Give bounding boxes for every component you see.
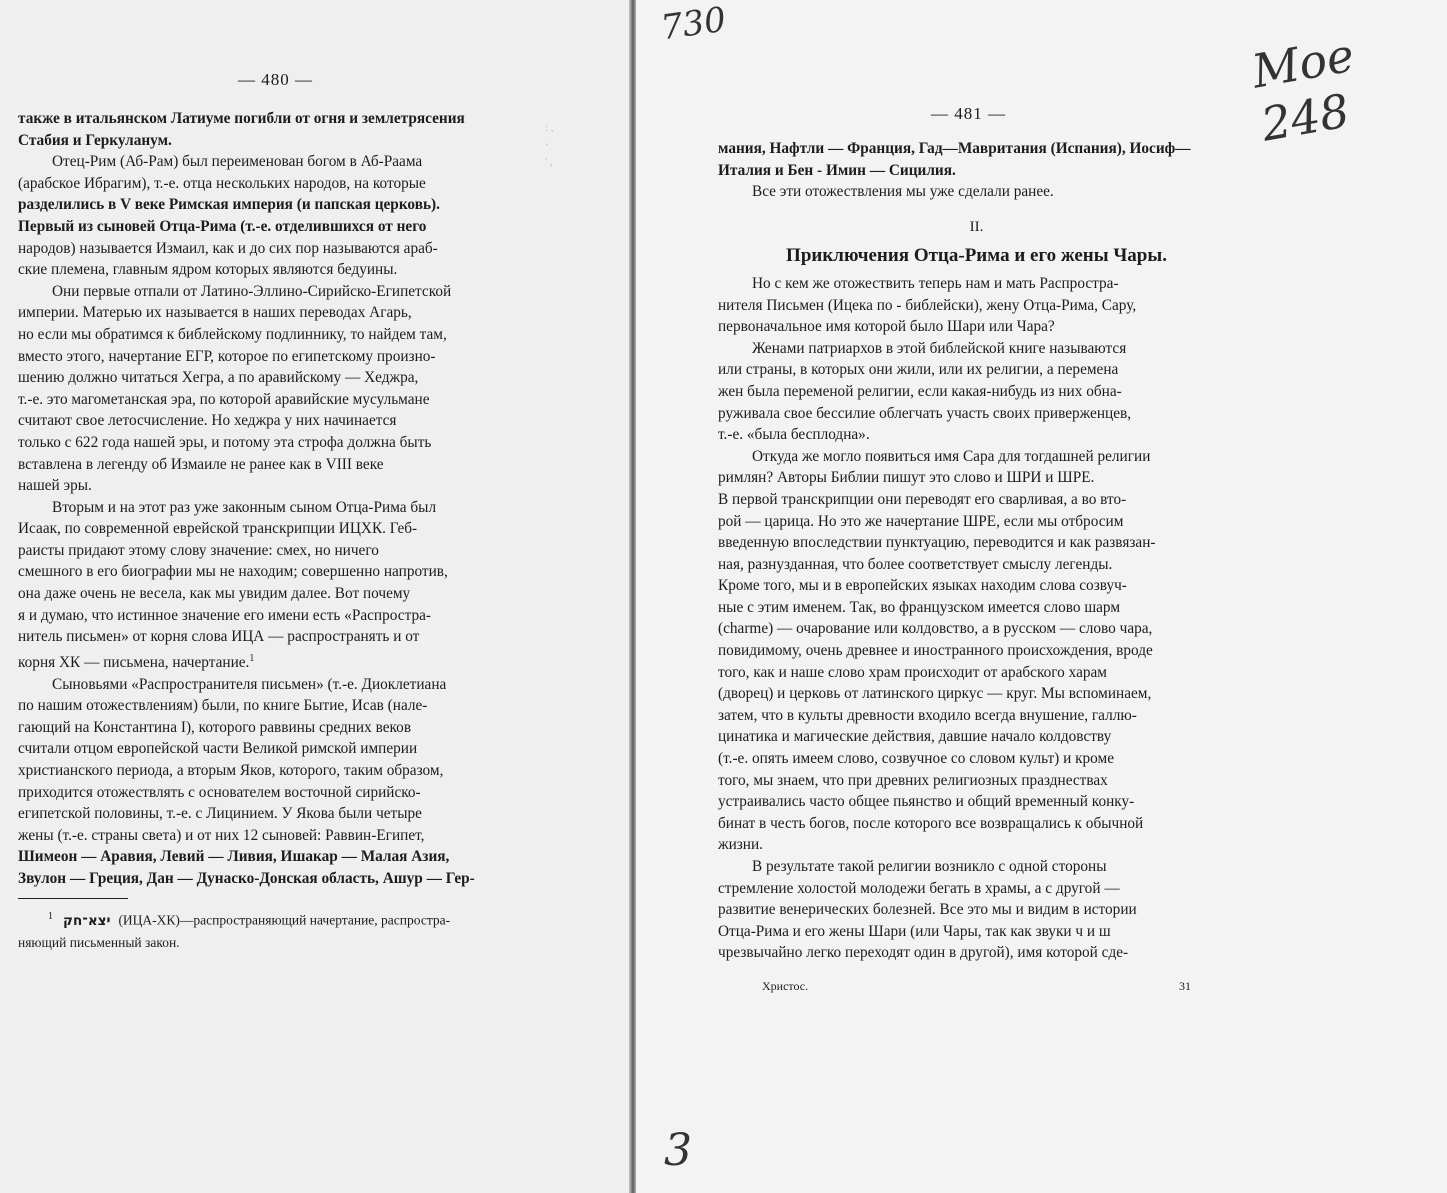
paragraph: также в итальянском Латиуме погибли от огня и землетрясения Стабия и Геркуланум. (18, 110, 465, 149)
bleed-through: : , · ' , (545, 122, 554, 168)
paragraph: Отец-Рим (Аб-Рам) был переименован богом в Аб-Раама (арабское Ибрагим), т.-е. отца нескольких народов, на которые разделились в V веке Римская империя (и папская церковь). Первый из сыновей Отца-Рима (т.-е. отделившихся от него народов) называется Измаил, как и до сих пор называются араб- ские племена, главным ядром которых являются бедуины. (18, 153, 440, 279)
left-page-body (18, 108, 536, 889)
footnote-reference: 1 (249, 652, 255, 664)
footnote-rule (18, 898, 128, 899)
paragraph: мания, Нафтли — Франция, Гад—Мавритания (Испания), Иосиф— Италия и Бен - Имин — Сицилия. (718, 140, 1191, 179)
paragraph: В результате такой религии возникло с одной стороны стремление холостой молодежи бегать в храмы, а с другой — развитие венерических болезней. Все это мы и видим в истории Отца-Рима и его жены Шари (или Чары, так как звуки ч и ш чрезвычайно легко переходят один в другой), имя которой сде- (718, 858, 1137, 962)
handwritten-note-signature: Moe 248 (1248, 27, 1358, 152)
paragraph: Сыновьями «Распространителя письмен» (т.-е. Диоклетиана по нашим отожествлениям) были, по книге Бытие, Исав (нале- гающий на Константина I), которого раввины средних веков считали отцом европейской части Великой римской империи христианского периода, а вторым Яков, которого, таким образом, приходится отожествлять с основателем восточной сирийско- египетской половины, т.-е. с Лицинием. У Якова были четыре жены (т.-е. страны света) и от них 12 сыновей: Раввин-Египет, Шимеон — Аравия, Левий — Ливия, Ишакар — Малая Азия, Звулон — Греция, Дан — Дунаско-Донская область, Ашур — Гер- (18, 675, 475, 887)
paragraph: Они первые отпали от Латино-Эллино-Сирийско-Египетской империи. Матерью их называется в наших переводах Агарь, но если мы обратимся к библейскому подлиннику, то найдем там, вместо этого, начертание ЕГР, которое по египетскому произно- шению должно читаться Хегра, а по аравийскому — Хеджра, т.-е. это магометанская эра, по которой аравийские мусульмане считают свое летосчисление. Но хеджра у них начинается только с 622 года нашей эры, и потому эта строфа должна быть вставлена в легенду об Измаиле не ранее как в VIII веке нашей эры. (18, 282, 452, 495)
footer-signature: Христос. (762, 979, 809, 993)
paragraph: Откуда же могло появиться имя Сара для тогдашней религии римлян? Авторы Библии пишут это слово и ШРИ и ШРЕ. В первой транскрипции они переводят его сварливая, а во вто- рой — царица. Но это же начертание ШРЕ, если мы отбросим введенную впоследствии пунктуацию, переводится и как развязан- ная, разнузданная, что более соответствует смыслу легенды. Кроме того, мы и в европейских языках находим слова созвуч- ные с этим именем. Так, во французском имеется слово шарм (charme) — очарование или колдовство, а в русском — слово чара, повидимому, очень древнее и иностранного происхождения, вроде того, как и наше слово храм происходит от арабского харам (дворец) и церковь от латинского циркус — круг. Мы вспоминаем, затем, что в культы древности входило всегда внушение, галлю- цинатика и магические действия, давшие начало колдовству (т.-е. опять имеем слово, созвучное со словом культ) и кроме того, мы знаем, что при древних религиозных празднествах устраивались часто общее пьянство и общий временный конку- бинат в честь богов, после которого все возвращались к обычной жизни. (718, 447, 1156, 854)
paragraph: Все эти отожествления мы уже сделали ранее. (752, 183, 1054, 201)
footer-sheet-number: 31 (1179, 979, 1191, 993)
hebrew-word: יצא־חק (63, 912, 111, 929)
page-number-left: — 480 — (238, 70, 313, 89)
paragraph: Вторым и на этот раз уже законным сыном Отца-Рима был Исаак, по современной еврейской транскрипции ИЦХК. Геб- раисты придают этому слову значение: смех, но ничего смешного в его биографии мы не находим; совершенно напротив, она даже очень не весела, как мы увидим далее. Вот почему я и думаю, что истинное значение его имени есть «Распростра- нитель письмен» от корня слова ИЦА — распространять и от корня ХК — письмена, начертание.$^1$ (18, 498, 448, 671)
section-heading: Приключения Отца-Рима и его жены Чары. (786, 245, 1167, 267)
footnote-mark: 1 (48, 911, 53, 922)
handwritten-note-bottom: 3 (664, 1125, 692, 1176)
footnote: $^1$ יצא־חק (ИЦА-ХК)—распространяющий начертание, распростра- няющий письменный закон. (18, 911, 451, 950)
paragraph: Женами патриархов в этой библейской книге называются или страны, в которых они жили, или их религии, а перемена жен была переменой религии, если какая-нибудь из них обна- руживала свое бессилие облегчать участь своих приверженцев, т.-е. «была бесплодна». (718, 339, 1132, 444)
right-page (636, 0, 1447, 1193)
handwritten-note-number: 730 (658, 0, 729, 49)
left-page (0, 0, 632, 1193)
page-number-right: — 481 — (931, 104, 1006, 123)
paragraph: Но с кем же отожествить теперь нам и мать Распростра- нителя Письмен (Ицека по - библейски), жену Отца-Рима, Сару, первоначальное имя которой было Шари или Чара? (718, 274, 1137, 336)
right-page-body (718, 138, 1235, 964)
section-number: II. (969, 218, 984, 235)
